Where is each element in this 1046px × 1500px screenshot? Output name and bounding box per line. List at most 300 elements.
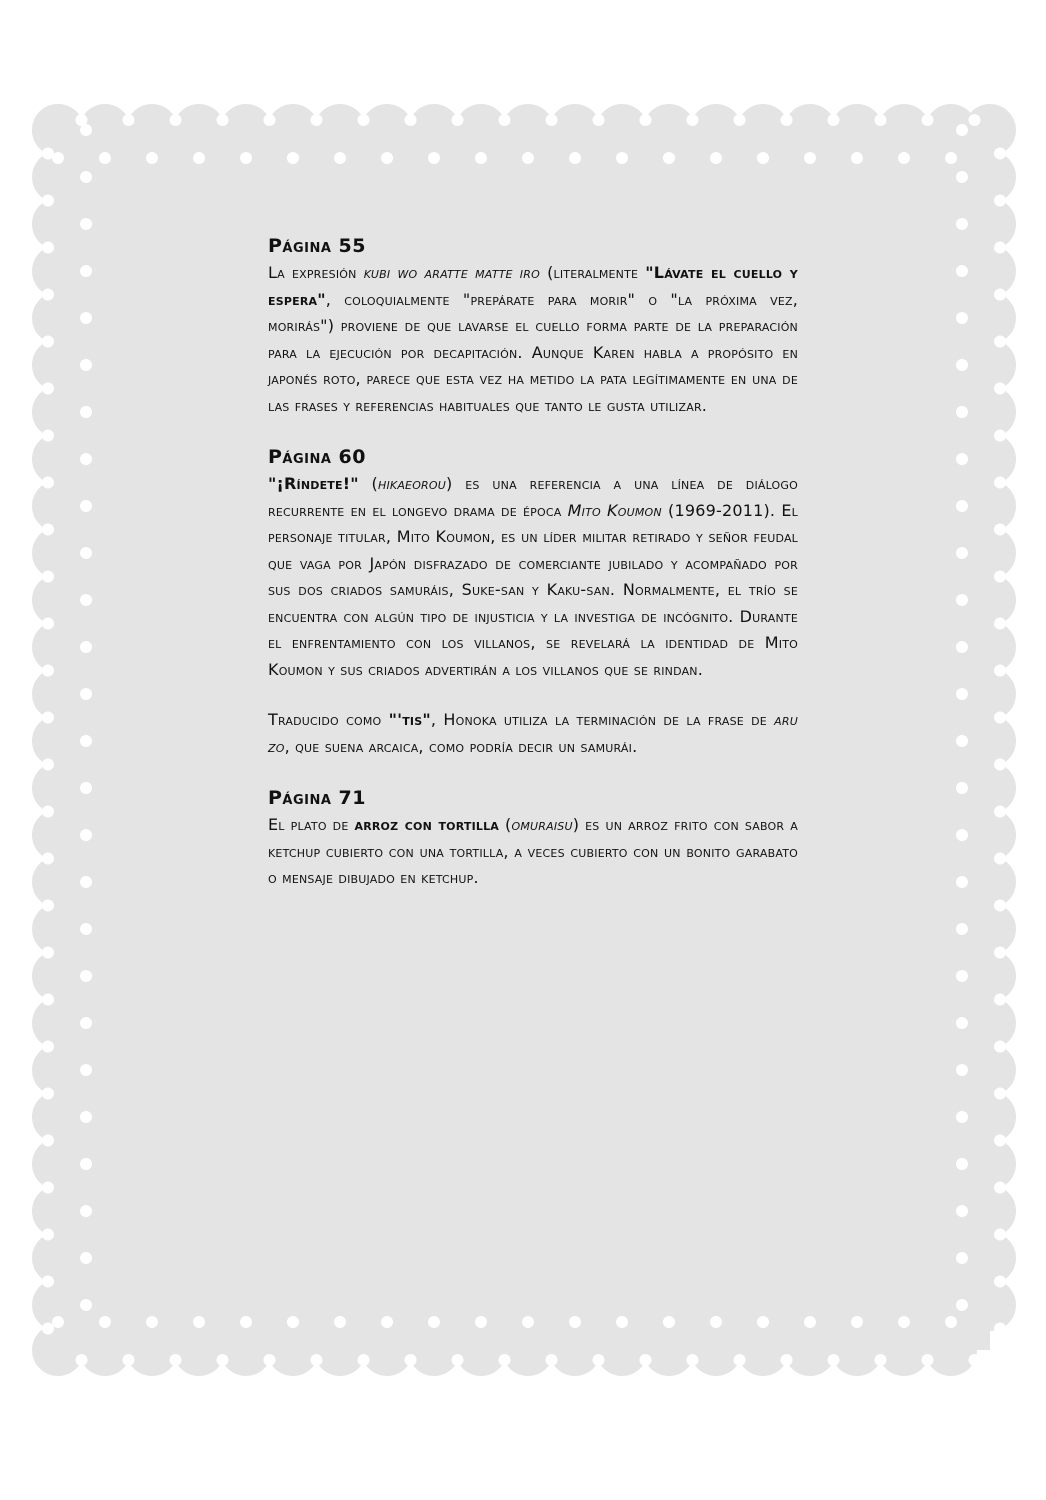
eyelet-hole — [42, 994, 54, 1006]
eyelet-hole — [334, 1316, 346, 1328]
scallop — [964, 339, 1016, 391]
scallop — [173, 104, 225, 156]
eyelet-hole — [994, 1229, 1006, 1241]
eyelet-hole — [956, 406, 968, 418]
eyelet-hole — [994, 618, 1006, 630]
eyelet-hole — [757, 152, 769, 164]
scallop — [32, 527, 84, 579]
scallop — [32, 198, 84, 250]
scallop — [32, 339, 84, 391]
eyelet-hole — [956, 1299, 968, 1311]
eyelet-hole — [956, 829, 968, 841]
eyelet-hole — [42, 1135, 54, 1147]
italic-term: Mito Koumon — [567, 500, 662, 520]
note-paragraph — [268, 707, 798, 760]
eyelet-hole — [994, 524, 1006, 536]
scallop — [596, 1324, 648, 1376]
eyelet-hole — [734, 1354, 746, 1366]
eyelet-hole — [956, 735, 968, 747]
italic-term: hikaeorou — [378, 474, 447, 493]
eyelet-hole — [80, 782, 92, 794]
text-run: (literalmente — [539, 263, 646, 282]
scallop — [455, 1324, 507, 1376]
scallop — [32, 1091, 84, 1143]
eyelet-hole — [475, 1316, 487, 1328]
eyelet-hole — [956, 782, 968, 794]
text-run: La expresión — [268, 263, 364, 282]
eyelet-hole — [994, 148, 1006, 160]
emphasis-term: "Lávate el cuello y espera" — [268, 263, 798, 309]
eyelet-hole — [994, 383, 1006, 395]
eyelet-hole — [640, 1354, 652, 1366]
scallop — [32, 574, 84, 626]
text-run: Traducido como — [268, 710, 389, 729]
note-section — [268, 443, 798, 760]
eyelet-hole — [875, 1354, 887, 1366]
eyelet-hole — [710, 152, 722, 164]
eyelet-hole — [240, 1316, 252, 1328]
scallop — [964, 1232, 1016, 1284]
scallop — [737, 104, 789, 156]
scallop — [964, 950, 1016, 1002]
eyelet-hole — [452, 1354, 464, 1366]
eyelet-hole — [994, 665, 1006, 677]
eyelet-hole — [804, 1316, 816, 1328]
scallop — [784, 1324, 836, 1376]
eyelet-hole — [640, 114, 652, 126]
scallop — [964, 1185, 1016, 1237]
eyelet-hole — [452, 114, 464, 126]
eyelet-hole — [42, 1229, 54, 1241]
scallop — [126, 1324, 178, 1376]
eyelet-hole — [781, 1354, 793, 1366]
scallop — [964, 809, 1016, 861]
eyelet-hole — [969, 114, 981, 126]
text-run: ) es un arroz frito con sabor a ketchup cubierto con una tortilla, a veces cubierto con un bonito garabato o mensaje dibujado en ketchup. — [268, 815, 798, 887]
eyelet-hole — [956, 923, 968, 935]
eyelet-hole — [80, 1299, 92, 1311]
eyelet-hole — [499, 114, 511, 126]
eyelet-hole — [994, 195, 1006, 207]
notes-content — [268, 232, 798, 916]
eyelet-hole — [42, 1088, 54, 1100]
eyelet-hole — [593, 1354, 605, 1366]
scallop — [878, 1324, 930, 1376]
scallop — [964, 903, 1016, 955]
scallop — [32, 715, 84, 767]
eyelet-hole — [80, 1017, 92, 1029]
italic-term: aru zo — [268, 710, 798, 756]
scallop — [502, 104, 554, 156]
eyelet-hole — [956, 876, 968, 888]
eyelet-hole — [994, 477, 1006, 489]
scallop — [964, 433, 1016, 485]
scallop — [126, 104, 178, 156]
eyelet-hole — [994, 1323, 1006, 1335]
eyelet-hole — [994, 1182, 1006, 1194]
scallop — [32, 1232, 84, 1284]
eyelet-hole — [42, 195, 54, 207]
eyelet-hole — [42, 759, 54, 771]
eyelet-hole — [994, 994, 1006, 1006]
eyelet-hole — [687, 114, 699, 126]
eyelet-hole — [334, 152, 346, 164]
eyelet-hole — [311, 114, 323, 126]
scallop — [32, 856, 84, 908]
eyelet-hole — [80, 735, 92, 747]
note-section — [268, 784, 798, 892]
scallop — [964, 151, 1016, 203]
eyelet-hole — [42, 665, 54, 677]
scallop — [964, 104, 1016, 156]
eyelet-hole — [264, 114, 276, 126]
scallop — [925, 1324, 977, 1376]
scallop — [267, 1324, 319, 1376]
eyelet-hole — [42, 712, 54, 724]
eyelet-hole — [80, 641, 92, 653]
scallop — [964, 386, 1016, 438]
eyelet-hole — [956, 359, 968, 371]
eyelet-hole — [956, 641, 968, 653]
scallop — [964, 1044, 1016, 1096]
scallop — [964, 527, 1016, 579]
eyelet-hole — [52, 152, 64, 164]
eyelet-hole — [99, 1316, 111, 1328]
eyelet-hole — [42, 853, 54, 865]
eyelet-hole — [42, 947, 54, 959]
eyelet-hole — [956, 1017, 968, 1029]
eyelet-hole — [358, 114, 370, 126]
eyelet-hole — [287, 152, 299, 164]
eyelet-hole — [80, 1252, 92, 1264]
eyelet-hole — [994, 900, 1006, 912]
eyelet-hole — [687, 1354, 699, 1366]
emphasis-term: arroz con tortilla — [354, 815, 500, 834]
note-section — [268, 232, 798, 419]
scallop — [964, 668, 1016, 720]
eyelet-hole — [405, 1354, 417, 1366]
scallop — [79, 1324, 131, 1376]
eyelet-hole — [170, 1354, 182, 1366]
scallop — [267, 104, 319, 156]
eyelet-hole — [956, 124, 968, 136]
eyelet-hole — [828, 114, 840, 126]
eyelet-hole — [42, 383, 54, 395]
eyelet-hole — [994, 1276, 1006, 1288]
scallop — [32, 809, 84, 861]
scallop — [32, 386, 84, 438]
eyelet-hole — [42, 571, 54, 583]
eyelet-hole — [311, 1354, 323, 1366]
eyelet-hole — [405, 114, 417, 126]
eyelet-hole — [80, 829, 92, 841]
scallop — [361, 1324, 413, 1376]
eyelet-hole — [42, 430, 54, 442]
eyelet-hole — [994, 1041, 1006, 1053]
eyelet-hole — [381, 1316, 393, 1328]
eyelet-hole — [80, 218, 92, 230]
eyelet-hole — [80, 500, 92, 512]
eyelet-hole — [994, 947, 1006, 959]
eyelet-hole — [663, 152, 675, 164]
scallop — [408, 104, 460, 156]
eyelet-hole — [956, 1252, 968, 1264]
scallop — [831, 104, 883, 156]
scallop — [408, 1324, 460, 1376]
eyelet-hole — [945, 152, 957, 164]
italic-term: omuraisu — [511, 815, 573, 834]
scallop — [643, 1324, 695, 1376]
note-paragraph — [268, 260, 798, 419]
eyelet-hole — [80, 594, 92, 606]
eyelet-hole — [193, 1316, 205, 1328]
eyelet-hole — [616, 152, 628, 164]
eyelet-hole — [80, 688, 92, 700]
scallop — [831, 1324, 883, 1376]
text-run: , que suena arcaica, como podría decir un samurái. — [284, 736, 638, 756]
eyelet-hole — [898, 1316, 910, 1328]
eyelet-hole — [42, 1323, 54, 1335]
eyelet-hole — [804, 152, 816, 164]
eyelet-hole — [922, 114, 934, 126]
eyelet-hole — [42, 1182, 54, 1194]
text-run: ( — [499, 815, 512, 834]
eyelet-hole — [781, 114, 793, 126]
eyelet-hole — [851, 152, 863, 164]
scallop — [964, 480, 1016, 532]
eyelet-hole — [956, 312, 968, 324]
eyelet-hole — [663, 1316, 675, 1328]
section-heading: Página 55 — [268, 235, 366, 257]
eyelet-hole — [828, 1354, 840, 1366]
scallop — [361, 104, 413, 156]
scallop — [964, 762, 1016, 814]
eyelet-hole — [569, 152, 581, 164]
eyelet-hole — [42, 806, 54, 818]
eyelet-hole — [428, 1316, 440, 1328]
eyelet-hole — [80, 265, 92, 277]
eyelet-hole — [80, 1205, 92, 1217]
scallop — [32, 104, 84, 156]
scallop — [502, 1324, 554, 1376]
eyelet-hole — [994, 430, 1006, 442]
eyelet-hole — [264, 1354, 276, 1366]
scallop — [690, 1324, 742, 1376]
eyelet-hole — [80, 312, 92, 324]
scallop — [32, 762, 84, 814]
eyelet-hole — [522, 152, 534, 164]
scallop — [964, 997, 1016, 1049]
text-run: (1969-2011). El personaje titular, Mito Koumon, es un líder militar retirado y señor feudal que vaga por Japón disfrazado de comerciante jubilado y acompañado por sus dos criados samuráis, Suke-san y Kaku-san. Normalmente, el trío se encuentra con algún tipo de injusticia y la investiga de incógnito. Durante el enfrentamiento con los villanos, se revelará la identidad de Mito Koumon y sus criados advertirán a los villanos que se rindan. — [268, 500, 798, 679]
eyelet-hole — [499, 1354, 511, 1366]
scallop — [32, 950, 84, 1002]
eyelet-hole — [994, 759, 1006, 771]
eyelet-hole — [875, 114, 887, 126]
eyelet-hole — [76, 1354, 88, 1366]
eyelet-hole — [42, 336, 54, 348]
eyelet-hole — [99, 152, 111, 164]
scallop — [32, 1044, 84, 1096]
eyelet-hole — [956, 1111, 968, 1123]
eyelet-hole — [994, 571, 1006, 583]
scallop — [964, 1091, 1016, 1143]
scallop — [32, 668, 84, 720]
emphasis-term: "¡Ríndete!" — [268, 474, 359, 493]
scallop — [643, 104, 695, 156]
eyelet-hole — [80, 124, 92, 136]
eyelet-hole — [922, 1354, 934, 1366]
scallop — [690, 104, 742, 156]
text-run: , coloquialmente "prepárate para morir" o "la próxima vez, morirás") proviene de que lavarse el cuello forma parte de la preparación para la ejecución por decapitación. Aunque Karen habla a propósito en japonés roto, parece que esta vez ha metido la pata legítimamente en una de las frases y referencias habituales que tanto le gusta utilizar. — [268, 289, 798, 415]
eyelet-hole — [80, 547, 92, 559]
eyelet-hole — [956, 218, 968, 230]
eyelet-hole — [80, 923, 92, 935]
scallop — [314, 104, 366, 156]
scallop — [32, 621, 84, 673]
note-paragraph — [268, 812, 798, 892]
scallop — [737, 1324, 789, 1376]
eyelet-hole — [80, 171, 92, 183]
eyelet-hole — [569, 1316, 581, 1328]
scallop — [220, 104, 272, 156]
eyelet-hole — [80, 970, 92, 982]
eyelet-hole — [170, 114, 182, 126]
eyelet-hole — [80, 453, 92, 465]
eyelet-hole — [42, 242, 54, 254]
section-heading: Página 71 — [268, 787, 366, 809]
eyelet-hole — [956, 1205, 968, 1217]
eyelet-hole — [80, 1064, 92, 1076]
scallop — [596, 104, 648, 156]
scallop — [964, 245, 1016, 297]
eyelet-hole — [851, 1316, 863, 1328]
eyelet-hole — [593, 114, 605, 126]
scallop — [32, 433, 84, 485]
scallop — [32, 480, 84, 532]
eyelet-hole — [898, 152, 910, 164]
emphasis-term: "'tis" — [388, 710, 431, 729]
eyelet-hole — [734, 114, 746, 126]
eyelet-hole — [217, 114, 229, 126]
scallop — [32, 1185, 84, 1237]
eyelet-hole — [123, 1354, 135, 1366]
scallop — [964, 292, 1016, 344]
text-run: ( — [358, 474, 378, 493]
eyelet-hole — [358, 1354, 370, 1366]
scallop — [32, 997, 84, 1049]
eyelet-hole — [80, 1111, 92, 1123]
eyelet-hole — [994, 1135, 1006, 1147]
eyelet-hole — [42, 900, 54, 912]
eyelet-hole — [956, 171, 968, 183]
scallop — [964, 621, 1016, 673]
eyelet-hole — [42, 1041, 54, 1053]
scallop — [314, 1324, 366, 1376]
eyelet-hole — [381, 152, 393, 164]
scallop — [220, 1324, 272, 1376]
eyelet-hole — [42, 1276, 54, 1288]
scallop — [964, 715, 1016, 767]
eyelet-hole — [546, 114, 558, 126]
eyelet-hole — [80, 1158, 92, 1170]
scallop — [964, 198, 1016, 250]
eyelet-hole — [956, 453, 968, 465]
text-run: El plato de — [268, 815, 355, 834]
eyelet-hole — [994, 289, 1006, 301]
scallop — [32, 245, 84, 297]
eyelet-hole — [42, 477, 54, 489]
eyelet-hole — [287, 1316, 299, 1328]
scallop — [549, 1324, 601, 1376]
scallop — [878, 104, 930, 156]
eyelet-hole — [994, 242, 1006, 254]
eyelet-hole — [428, 152, 440, 164]
eyelet-hole — [956, 1064, 968, 1076]
eyelet-hole — [994, 806, 1006, 818]
eyelet-hole — [475, 152, 487, 164]
note-paragraph — [268, 471, 798, 683]
eyelet-hole — [42, 618, 54, 630]
eyelet-hole — [546, 1354, 558, 1366]
eyelet-hole — [616, 1316, 628, 1328]
eyelet-hole — [146, 152, 158, 164]
eyelet-hole — [956, 594, 968, 606]
eyelet-hole — [42, 524, 54, 536]
scallop — [32, 292, 84, 344]
eyelet-hole — [52, 1316, 64, 1328]
eyelet-hole — [80, 876, 92, 888]
eyelet-hole — [757, 1316, 769, 1328]
scallop — [549, 104, 601, 156]
eyelet-hole — [994, 712, 1006, 724]
section-heading: Página 60 — [268, 446, 366, 468]
eyelet-hole — [969, 1354, 981, 1366]
eyelet-hole — [80, 359, 92, 371]
scallop — [784, 104, 836, 156]
scallop — [455, 104, 507, 156]
scallop — [964, 574, 1016, 626]
eyelet-hole — [193, 152, 205, 164]
eyelet-hole — [80, 406, 92, 418]
eyelet-hole — [956, 265, 968, 277]
scallop — [964, 856, 1016, 908]
eyelet-hole — [994, 336, 1006, 348]
italic-term: kubi wo aratte matte iro — [363, 263, 540, 282]
scallop — [32, 1324, 84, 1376]
scallop — [32, 1138, 84, 1190]
scallop — [964, 1138, 1016, 1190]
eyelet-hole — [956, 1158, 968, 1170]
eyelet-hole — [42, 289, 54, 301]
text-run: ) es una referencia a una línea de diálogo recurrente en el longevo drama de época — [268, 474, 798, 520]
eyelet-hole — [994, 853, 1006, 865]
text-run: , Honoka utiliza la terminación de la frase de — [430, 710, 775, 729]
eyelet-hole — [217, 1354, 229, 1366]
eyelet-hole — [945, 1316, 957, 1328]
scallop — [32, 903, 84, 955]
eyelet-hole — [956, 500, 968, 512]
eyelet-hole — [240, 152, 252, 164]
scallop — [173, 1324, 225, 1376]
eyelet-hole — [956, 547, 968, 559]
eyelet-hole — [994, 1088, 1006, 1100]
eyelet-hole — [956, 688, 968, 700]
scallop — [964, 1279, 1016, 1331]
eyelet-hole — [146, 1316, 158, 1328]
eyelet-hole — [956, 970, 968, 982]
eyelet-hole — [123, 114, 135, 126]
eyelet-hole — [522, 1316, 534, 1328]
